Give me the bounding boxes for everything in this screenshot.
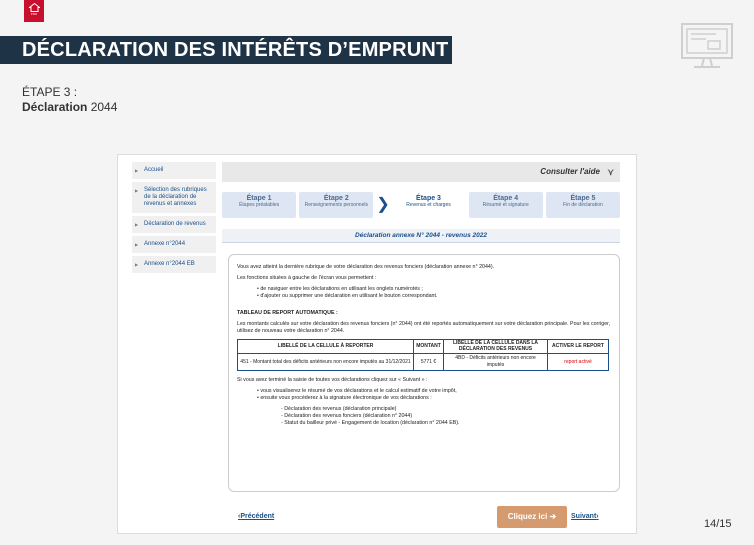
- arrow-right-icon: ➔: [549, 512, 557, 521]
- step-title: [22, 100, 117, 114]
- step-4: [469, 192, 543, 218]
- click-here-button[interactable]: [497, 506, 567, 528]
- chevron-down-icon[interactable]: ⋎: [607, 167, 614, 177]
- functions-list: [257, 286, 611, 300]
- next-arrow-icon: ›: [596, 513, 599, 520]
- step-label: ÉTAPE 3 :: [22, 85, 78, 99]
- page-number: 14/15: [704, 518, 732, 530]
- step-3-label: Revenus et charges: [406, 202, 451, 208]
- column-header: LIBELLÉ DE LA CELLULE À REPORTER: [238, 340, 414, 354]
- list-item: • de naviguer entre les déclarations en utilisant les onglets numérotés ;: [257, 286, 611, 293]
- step-2: [299, 192, 373, 218]
- logo-text: PRO: [30, 12, 38, 16]
- step-title-bold: Déclaration: [22, 100, 88, 114]
- sidebar-item-annexe-2044-eb[interactable]: ▶ Annexe n°2044 EB: [132, 256, 216, 273]
- column-header: MONTANT: [414, 340, 444, 354]
- list-item: • vous visualiserez le résumé de vos déclarations et le calcul estimatif de votre impôt,: [257, 388, 611, 395]
- step-1-number: Étape 1: [246, 195, 272, 202]
- list-item: - Déclaration des revenus fonciers (déclaration n° 2044): [281, 413, 413, 419]
- click-here-label: Cliquez ici: [507, 512, 548, 521]
- column-header: LIBELLÉ DE LA CELLULE DANS LA DÉCLARATION DES REVENUS: [444, 340, 548, 354]
- declarations-list: [281, 406, 611, 427]
- table-heading: TABLEAU DE REPORT AUTOMATIQUE :: [237, 310, 338, 316]
- step-2-label: Renseignements personnels: [304, 202, 368, 208]
- table-intro: Les montants calculés sur votre déclaration des revenus fonciers (n° 2044) ont été reportés automatiquement sur votre déclaration principale. Pour les corriger, utilisez de nouveau votre déclaration n° 2044.: [237, 321, 611, 334]
- list-item: • d'ajouter ou supprimer une déclaration en utilisant le bouton correspondant.: [257, 293, 611, 300]
- table-header-row: [238, 340, 609, 354]
- table-row: [238, 354, 609, 371]
- finish-list: [257, 388, 611, 402]
- table-cell: 4BD - Déficits antérieurs non encore imputés: [444, 354, 548, 371]
- sidebar-item-selection-rubriques[interactable]: ▶ Sélection des rubriques de la déclaration de revenus et annexes: [132, 182, 216, 213]
- page-title: DÉCLARATION DES INTÉRÊTS D’EMPRUNT: [0, 36, 452, 64]
- logo: [24, 0, 44, 22]
- next-link[interactable]: [571, 513, 599, 520]
- step-2-number: Étape 2: [323, 195, 349, 202]
- home-icon: [29, 3, 40, 12]
- step-4-label: Résumé et signature: [482, 202, 529, 208]
- current-step-arrow-icon: ❯: [376, 196, 390, 213]
- previous-arrow-icon: ‹: [238, 513, 241, 520]
- step-4-number: Étape 4: [493, 195, 519, 202]
- sidebar-item-accueil[interactable]: ▶ Accueil: [132, 162, 216, 179]
- sidebar-item-annexe-2044[interactable]: ▶ Annexe n°2044: [132, 236, 216, 253]
- functions-intro: Les fonctions situées à gauche de l'écran vous permettent :: [237, 275, 377, 281]
- annexe-title: Déclaration annexe N° 2044 - revenus 2022: [222, 229, 620, 243]
- list-item: - Statut du bailleur privé - Engagement de location (déclaration n° 2044 EB).: [281, 420, 460, 426]
- sidebar: [132, 162, 216, 276]
- report-toggle[interactable]: report activé: [548, 354, 609, 371]
- step-3: [391, 192, 465, 218]
- step-5-number: Étape 5: [570, 195, 596, 202]
- intro-text: Vous avez atteint la dernière rubrique de votre déclaration des revenus fonciers (déclaration annexe n° 2044).: [237, 264, 495, 270]
- finish-intro: Si vous avez terminé la saisie de toutes vos déclarations cliquez sur « Suivant » :: [237, 377, 428, 383]
- table-cell: 451 - Montant total des déficits antérieurs non encore imputés au 31/12/2021: [238, 354, 414, 371]
- table-cell: 5771 €: [414, 354, 444, 371]
- help-bar[interactable]: [222, 162, 620, 182]
- column-header: ACTIVER LE REPORT: [548, 340, 609, 354]
- steps-bar: [222, 192, 620, 218]
- step-5-label: Fin de déclaration: [563, 202, 603, 208]
- previous-label: Précédent: [240, 513, 275, 520]
- step-1-label: Étapes préalables: [239, 202, 280, 208]
- help-link[interactable]: Consulter l'aide: [540, 167, 600, 176]
- step-5: [546, 192, 620, 218]
- step-title-number: 2044: [90, 100, 118, 114]
- step-1: [222, 192, 296, 218]
- list-item: • ensuite vous procéderez à la signature électronique de vos déclarations :: [257, 395, 611, 402]
- sidebar-item-declaration-revenus[interactable]: ▶ Déclaration de revenus: [132, 216, 216, 233]
- step-3-number: Étape 3: [416, 195, 441, 202]
- computer-screen-icon: [676, 20, 738, 74]
- list-item: - Déclaration des revenus (déclaration principale): [281, 406, 397, 412]
- content-panel: [228, 254, 620, 492]
- report-table: [237, 339, 609, 371]
- next-label: Suivant: [571, 513, 597, 520]
- previous-link[interactable]: [238, 513, 274, 520]
